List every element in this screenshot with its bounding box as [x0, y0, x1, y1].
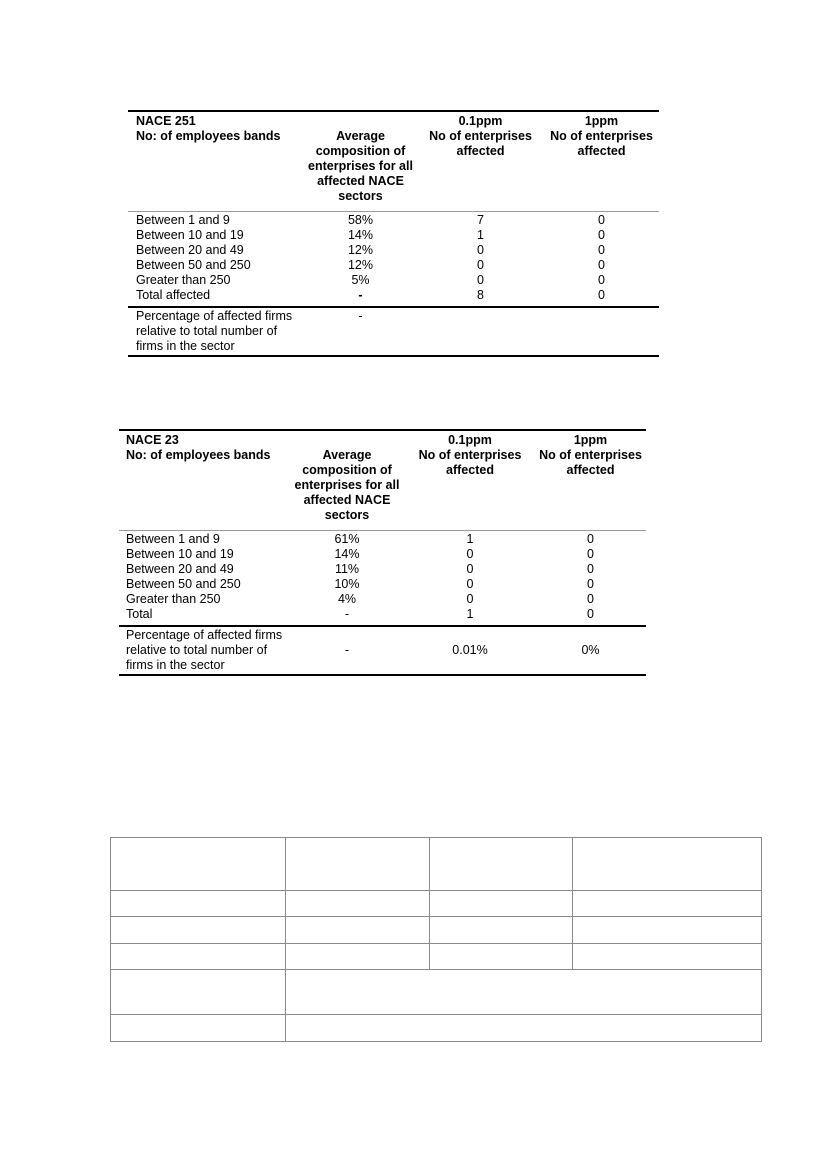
avg-value: 11%: [334, 562, 360, 576]
count-1ppm: 0: [598, 273, 605, 287]
band-label: Between 10 and 19: [136, 228, 244, 242]
count-0-1ppm: 0: [466, 592, 474, 606]
table-row: [119, 577, 646, 592]
avg-value: 14%: [347, 228, 374, 242]
percentage-0-1ppm: 0.01%: [405, 626, 535, 675]
count-0-1ppm: 8: [477, 288, 484, 302]
count-1ppm: 0: [587, 577, 594, 591]
empty-cell: [111, 838, 286, 891]
band-label: Between 1 and 9: [128, 212, 304, 229]
avg-value: 14%: [334, 547, 360, 561]
col-header-enterprises-0-1ppm: No of enterprises affected: [418, 448, 522, 477]
table-row: [119, 562, 646, 577]
count-0-1ppm: 0: [466, 577, 474, 591]
table-title: NACE 251: [128, 111, 304, 129]
band-label: Between 50 and 250: [126, 577, 241, 591]
table-title: NACE 23: [119, 430, 289, 448]
empty-merged-cell: [286, 970, 762, 1015]
empty-cell: [111, 917, 286, 944]
band-label: Total: [126, 607, 153, 621]
table-row: [128, 243, 659, 258]
col-header-1ppm: 1ppm: [535, 430, 646, 448]
col-header-0-1ppm: 0.1ppm: [417, 111, 544, 129]
avg-value: -: [344, 607, 350, 621]
percentage-1ppm: [544, 307, 659, 356]
col-header-employee-bands: No: of employees bands: [126, 448, 271, 462]
empty-row: [111, 970, 762, 1015]
table-row-total: [128, 288, 659, 307]
empty-cell: [430, 917, 573, 944]
empty-cell: [286, 891, 430, 917]
avg-value: 58%: [304, 212, 417, 229]
table-row: [128, 228, 659, 243]
count-1ppm: 0: [587, 607, 594, 621]
nace-23-table: [119, 429, 646, 676]
empty-cell: [111, 891, 286, 917]
empty-cell: [111, 970, 286, 1015]
empty-cell: [573, 944, 762, 970]
count-1ppm: 0: [598, 288, 605, 302]
count-0-1ppm: 1: [466, 607, 474, 621]
table-row-total: [119, 607, 646, 626]
count-0-1ppm: 0: [477, 273, 484, 287]
percentage-avg: -: [289, 626, 405, 675]
count-0-1ppm: 0: [477, 243, 484, 257]
col-header-enterprises-1ppm: No of enterprises affected: [539, 448, 642, 477]
band-label: Between 50 and 250: [136, 258, 251, 272]
empty-merged-cell: [286, 1015, 762, 1042]
table-row-percentage: [128, 307, 659, 356]
count-1ppm: 0: [535, 531, 646, 548]
avg-value: -: [358, 288, 363, 302]
empty-row: [111, 917, 762, 944]
empty-cell: [573, 917, 762, 944]
col-header-enterprises-0-1ppm: No of enterprises affected: [429, 129, 532, 158]
avg-value: 12%: [347, 258, 374, 272]
count-1ppm: 0: [587, 562, 594, 576]
avg-value: 12%: [347, 243, 374, 257]
col-header-average-composition: Average composition of enterprises for all affected NACE sectors: [308, 129, 413, 203]
percentage-1ppm: 0%: [535, 626, 646, 675]
band-label: Greater than 250: [126, 592, 221, 606]
table-row: [128, 273, 659, 288]
table-row: [119, 531, 646, 548]
table-row-percentage: [119, 626, 646, 675]
empty-cell: [430, 944, 573, 970]
count-0-1ppm: 0: [477, 258, 484, 272]
percentage-label: Percentage of affected firms relative to total number of firms in the sector: [119, 626, 289, 675]
col-header-enterprises-1ppm: No of enterprises affected: [550, 129, 653, 158]
count-0-1ppm: 1: [477, 228, 484, 242]
count-1ppm: 0: [587, 547, 594, 561]
empty-grid-table: [110, 837, 762, 1042]
percentage-label: Percentage of affected firms relative to total number of firms in the sector: [128, 307, 304, 356]
empty-cell: [286, 838, 430, 891]
empty-row: [111, 838, 762, 891]
count-0-1ppm: 1: [405, 531, 535, 548]
col-header-0-1ppm: 0.1ppm: [405, 430, 535, 448]
avg-value: 10%: [334, 577, 360, 591]
table-row: [128, 258, 659, 273]
empty-cell: [111, 944, 286, 970]
count-1ppm: 0: [598, 258, 605, 272]
band-label: Greater than 250: [136, 273, 231, 287]
table-row: [119, 592, 646, 607]
empty-cell: [430, 838, 573, 891]
empty-row: [111, 944, 762, 970]
count-0-1ppm: 0: [466, 562, 474, 576]
empty-cell: [111, 1015, 286, 1042]
table-row: [128, 212, 659, 229]
col-header-employee-bands: No: of employees bands: [136, 129, 281, 143]
avg-value: 5%: [351, 273, 370, 287]
avg-value: 61%: [289, 531, 405, 548]
percentage-avg: -: [304, 307, 417, 356]
empty-cell: [573, 838, 762, 891]
empty-cell: [286, 944, 430, 970]
empty-cell: [286, 917, 430, 944]
percentage-0-1ppm: [417, 307, 544, 356]
band-label: Total affected: [136, 288, 211, 302]
empty-cell: [573, 891, 762, 917]
count-0-1ppm: 7: [417, 212, 544, 229]
empty-row: [111, 1015, 762, 1042]
table-row: [119, 547, 646, 562]
empty-cell: [430, 891, 573, 917]
nace-251-table: [128, 110, 659, 357]
col-header-1ppm: 1ppm: [544, 111, 659, 129]
count-1ppm: 0: [587, 592, 594, 606]
band-label: Between 1 and 9: [119, 531, 289, 548]
band-label: Between 20 and 49: [136, 243, 244, 257]
count-1ppm: 0: [544, 212, 659, 229]
count-1ppm: 0: [598, 228, 605, 242]
avg-value: 4%: [337, 592, 357, 606]
band-label: Between 20 and 49: [126, 562, 234, 576]
band-label: Between 10 and 19: [126, 547, 234, 561]
count-1ppm: 0: [598, 243, 605, 257]
col-header-average-composition: Average composition of enterprises for all affected NACE sectors: [294, 448, 400, 522]
empty-row: [111, 891, 762, 917]
count-0-1ppm: 0: [466, 547, 474, 561]
